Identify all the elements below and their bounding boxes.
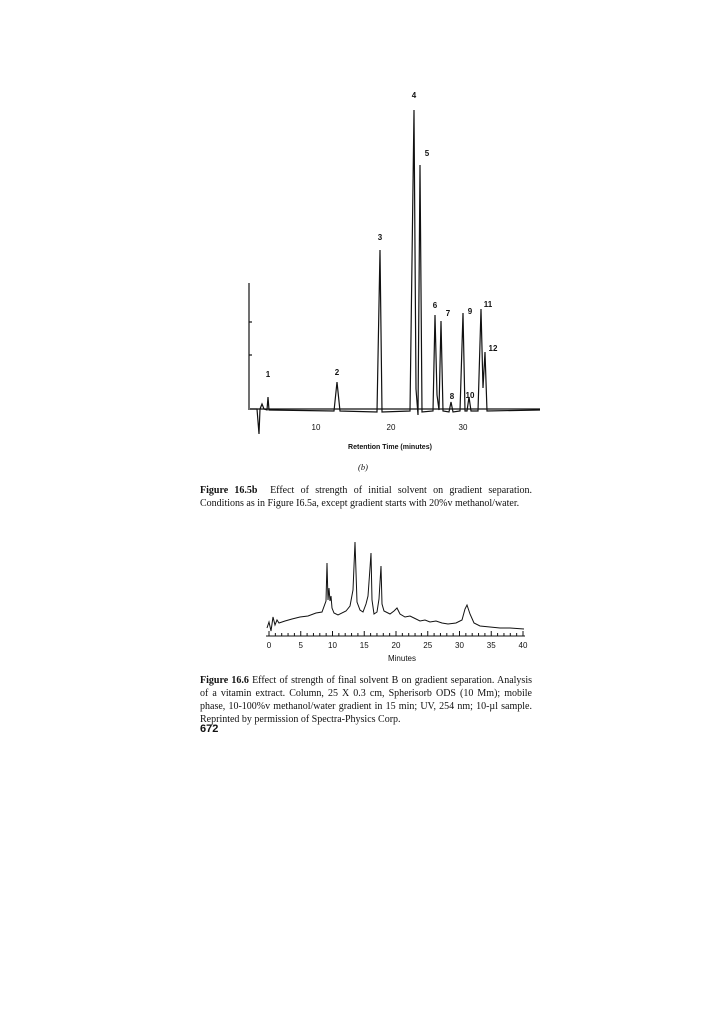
page-number: 672 bbox=[200, 723, 219, 735]
x-tick-label-10: 10 bbox=[311, 423, 321, 432]
x-tick-label-25: 25 bbox=[423, 641, 433, 650]
x-tick-label-20: 20 bbox=[386, 423, 396, 432]
x-tick-label-40: 40 bbox=[518, 641, 528, 650]
figure-16-5b-caption bbox=[200, 484, 532, 510]
chromatogram-b-trace bbox=[250, 110, 540, 434]
chromatogram-16-6-minor-ticks bbox=[269, 631, 523, 636]
peak-label-9: 9 bbox=[467, 307, 473, 316]
peak-label-4: 4 bbox=[411, 91, 417, 100]
peak-label-1: 1 bbox=[265, 370, 271, 379]
x-tick-label-30: 30 bbox=[455, 641, 464, 650]
chromatogram-b-x-axis-title: Retention Time (minutes) bbox=[348, 444, 432, 451]
chromatogram-16-6-x-ticks bbox=[267, 641, 528, 650]
peak-label-7: 7 bbox=[445, 309, 451, 318]
x-tick-label-15: 15 bbox=[359, 641, 369, 650]
peak-label-11: 11 bbox=[483, 300, 493, 309]
peak-label-3: 3 bbox=[377, 233, 383, 242]
x-tick-label-20: 20 bbox=[391, 641, 401, 650]
figure-16-5b-caption-text: Effect of strength of initial solvent on gradient separation. Conditions as in Figure I6.5a, except gradient starts with 20%v methanol/water. bbox=[200, 485, 532, 509]
peak-label-8: 8 bbox=[449, 392, 455, 401]
figure-16-6-caption bbox=[200, 674, 532, 726]
x-tick-label-30: 30 bbox=[458, 423, 468, 432]
figure-b-label: (b) bbox=[358, 462, 368, 472]
x-tick-label-35: 35 bbox=[486, 641, 496, 650]
figure-16-6-caption-text: Effect of strength of final solvent B on gradient separation. Analysis of a vitamin extract. Column, 25 X 0.3 cm, Spherisorb ODS (10 Mm); mobile phase, 10-100%v methanol/water gradient in 15 min; UV, 254 nm; 10-µl sample. Reprinted by permission of Spectra-Physics Corp. bbox=[200, 675, 532, 725]
x-tick-label-10: 10 bbox=[328, 641, 337, 650]
peak-label-5: 5 bbox=[424, 149, 430, 158]
peak-label-6: 6 bbox=[432, 301, 438, 310]
x-tick-label-5: 5 bbox=[298, 641, 303, 650]
chromatogram-b bbox=[249, 110, 540, 434]
figure-16-5b-caption-label: Figure 16.5b bbox=[200, 485, 258, 496]
x-tick-label-0: 0 bbox=[266, 641, 272, 650]
chromatogram-16-6-x-axis-title: Minutes bbox=[387, 654, 417, 663]
chromatogram-b-x-ticks bbox=[312, 423, 468, 432]
peak-label-10: 10 bbox=[465, 391, 475, 400]
peak-label-12: 12 bbox=[488, 344, 498, 353]
peak-label-2: 2 bbox=[334, 368, 340, 377]
chromatogram-16-6-trace bbox=[267, 542, 524, 631]
chromatogram-16-6 bbox=[266, 542, 525, 636]
figure-16-6-caption-label: Figure 16.6 bbox=[200, 675, 249, 686]
